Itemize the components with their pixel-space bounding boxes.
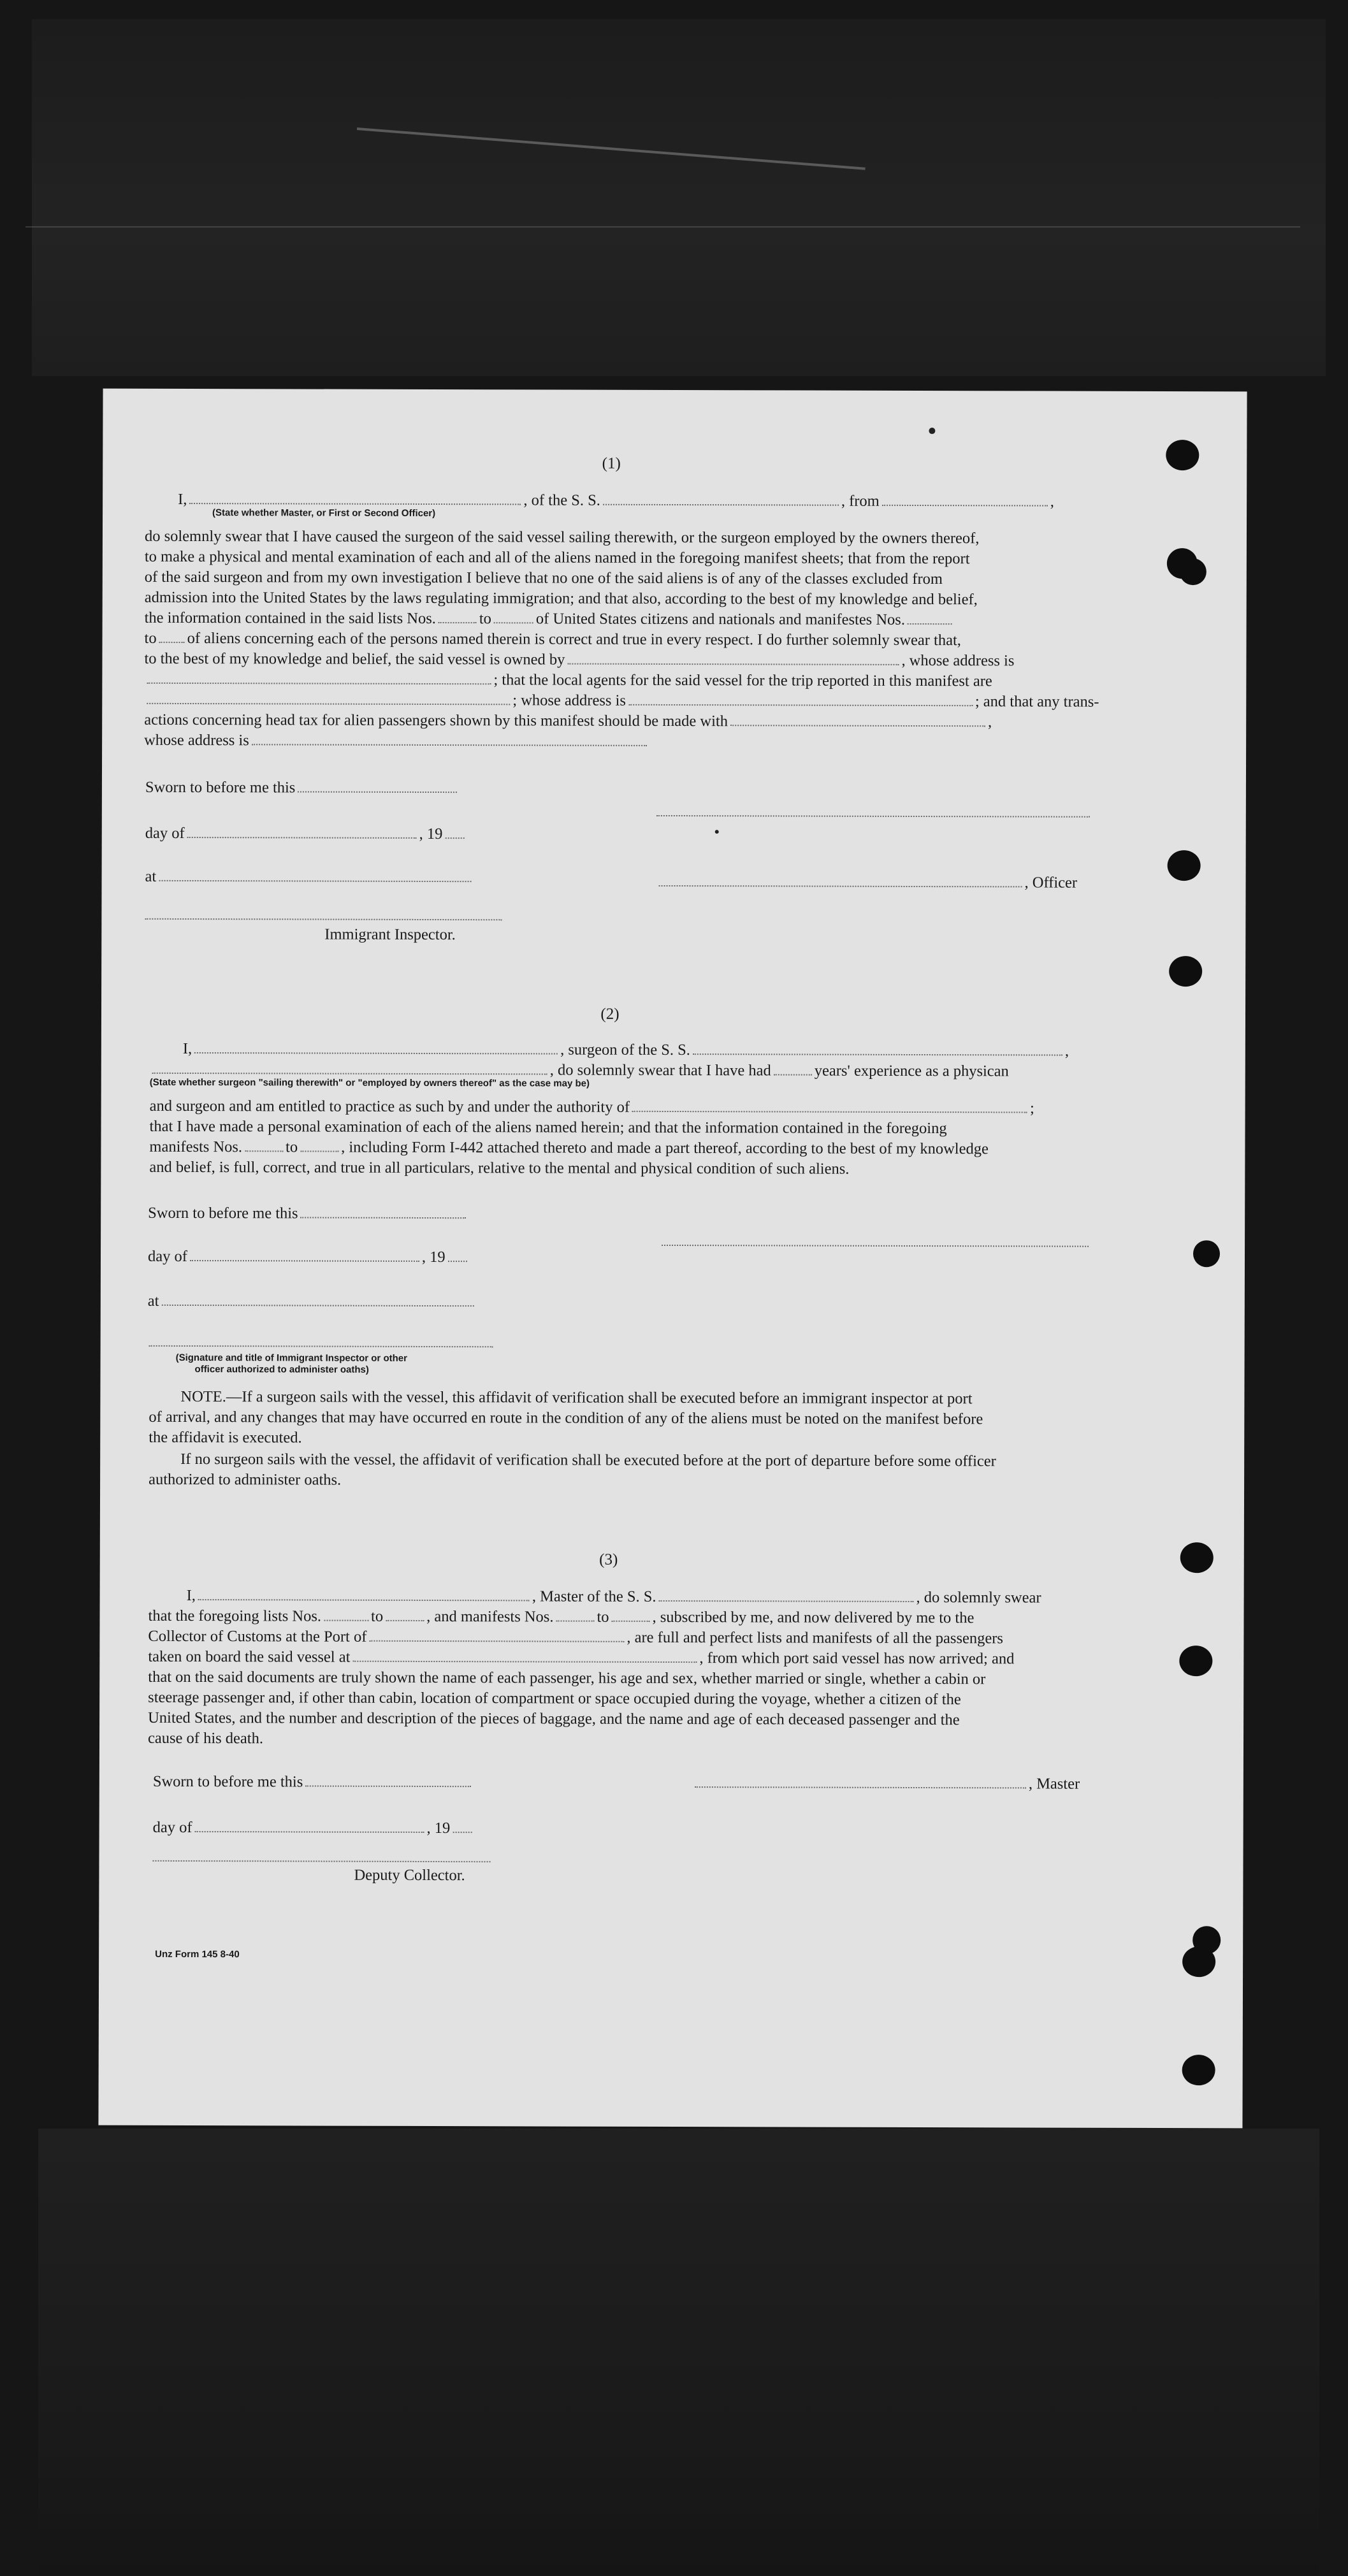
scan-scratch [25, 226, 1300, 228]
punch-hole [1193, 1240, 1220, 1267]
head-tax-blank[interactable] [730, 724, 985, 727]
document-page [98, 389, 1247, 2129]
note-line: the affidavit is executed. [149, 1428, 302, 1447]
sworn-date-blank-2[interactable] [301, 1216, 467, 1219]
agents-address-blank[interactable] [628, 704, 973, 706]
section-1-body-line: do solemnly swear that I have caused the surgeon of the said vessel sailing therewith, or the surgeon employed by the owners thereof, [144, 527, 980, 547]
sworn-label-3: Sworn to before me this [153, 1772, 474, 1793]
lists-to-blank[interactable] [494, 621, 533, 623]
punch-hole [1168, 850, 1201, 881]
officer-caption: (State whether Master, or First or Second Officer) [212, 507, 436, 519]
section-1-body-line: admission into the United States by the laws regulating immigration; and that also, according to the best of my knowledge and belief, [144, 588, 978, 609]
inspector-signature-line[interactable] [145, 918, 502, 920]
section-3-line-4: taken on board the said vessel at , from which port said vessel has now arrived; and [148, 1647, 1015, 1668]
port-from-blank[interactable] [882, 504, 1048, 507]
section-1-body-line: to of aliens concerning each of the persons named therein is correct and true in every respect. I do further solemnly swear that, [144, 629, 961, 649]
manifests-nos-to-blank[interactable] [300, 1150, 338, 1152]
deputy-collector-label: Deputy Collector. [354, 1866, 465, 1885]
signature-caption-1: (Signature and title of Immigrant Inspector or other [175, 1352, 407, 1364]
section-1-body-line: ; whose address is ; and that any trans- [144, 690, 1099, 713]
section-3-line-1: I, , Master of the S. S. , do solemnly swear [186, 1587, 1041, 1607]
years-blank[interactable] [774, 1073, 812, 1075]
scan-background-top [32, 19, 1326, 376]
punch-hole [1182, 2055, 1215, 2085]
year-blank-1[interactable] [445, 837, 464, 839]
lists-nos-from-blank[interactable] [324, 1619, 368, 1621]
section-2-line-5: manifests Nos. to , including Form I-442 attached thereto and made a part thereof, according to the best of my knowledge [149, 1138, 989, 1158]
sworn-date-blank-3[interactable] [305, 1784, 471, 1787]
surgeon-type-blank[interactable] [152, 1072, 547, 1075]
form-number: Unz Form 145 8-40 [155, 1948, 240, 1960]
lists-nos-to-blank[interactable] [386, 1619, 424, 1621]
section-1-body-line: the information contained in the said lists Nos. to of United States citizens and nationals and manifestes Nos. [145, 608, 955, 630]
owner-blank[interactable] [567, 663, 899, 665]
officer-signature-blank[interactable] [659, 885, 1022, 887]
sworn-label-2: Sworn to before me this [148, 1203, 469, 1224]
at-blank-1[interactable] [159, 879, 471, 882]
manifests-from-blank[interactable] [908, 623, 952, 625]
section-2-line-3: and surgeon and am entitled to practice as such by and under the authority of ; [149, 1097, 1034, 1117]
scan-background-bottom [38, 2129, 1319, 2575]
section-3-line-3: Collector of Customs at the Port of , are full and perfect lists and manifests of all the passengers [148, 1627, 1003, 1647]
section-1-body-line: actions concerning head tax for alien passengers shown by this manifest should be made with , [144, 711, 992, 731]
day-of-blank-3[interactable] [195, 1830, 424, 1833]
master-vessel-blank[interactable] [659, 1600, 914, 1602]
at-line-2: at [148, 1291, 477, 1312]
day-of-line-3: day of , 19 [153, 1818, 475, 1839]
at-line-1: at [145, 867, 474, 888]
manifests-nos-to-blank-3[interactable] [612, 1620, 650, 1622]
agents-blank[interactable] [147, 702, 510, 705]
note-line: If no surgeon sails with the vessel, the affidavit of verification shall be executed before at the port of departure before some officer [180, 1450, 996, 1470]
section-3-line-8: cause of his death. [147, 1729, 264, 1747]
manifests-nos-from-blank[interactable] [245, 1150, 283, 1152]
signature-caption-2: officer authorized to administer oaths) [194, 1364, 369, 1375]
year-blank-2[interactable] [448, 1260, 467, 1262]
section-2-line-2: , do solemnly swear that I have had years' experience as a physican [150, 1059, 1009, 1082]
section-1-body-line: ; that the local agents for the said vessel for the trip reported in this manifest are [144, 669, 992, 691]
note-line: of arrival, and any changes that may have occurred en route in the condition of any of the aliens must be noted on the manifest before [149, 1408, 983, 1428]
day-of-blank-2[interactable] [190, 1259, 419, 1262]
note-line: NOTE.—If a surgeon sails with the vessel, this affidavit of verification shall be executed before an immigrant inspector at port [180, 1387, 973, 1408]
surgeon-vessel-blank[interactable] [693, 1053, 1062, 1056]
section-3-line-5: that on the said documents are truly shown the name of each passenger, his age and sex, whether married or single, whether a cabin or [148, 1668, 986, 1688]
collector-signature-line[interactable] [153, 1860, 491, 1862]
master-signature-blank[interactable] [695, 1786, 1026, 1788]
lists-from-blank[interactable] [438, 621, 477, 623]
section-2-number: (2) [600, 1005, 620, 1023]
section-1-body-line: whose address is [144, 730, 649, 752]
section-3-line-2: that the foregoing lists Nos. to , and manifests Nos. to , subscribed by me, and now delivered by me to the [148, 1607, 975, 1627]
section-1-line-1: I, , of the S. S. , from , [178, 490, 1054, 510]
head-tax-address-blank[interactable] [252, 743, 647, 746]
day-of-line-1: day of , 19 [145, 823, 467, 844]
manifests-to-blank[interactable] [159, 641, 185, 643]
surgeon-caption: (State whether surgeon "sailing therewith" or "employed by owners thereof" as the case may be) [149, 1076, 590, 1089]
punch-hole [1166, 440, 1199, 470]
officer-blank[interactable] [189, 502, 521, 505]
punch-hole [1179, 1646, 1212, 1676]
officer-line: , Officer [656, 872, 1078, 894]
punch-hole [1180, 1542, 1214, 1573]
signature-line-1[interactable] [656, 814, 1090, 818]
section-3-line-7: United States, and the number and description of the pieces of baggage, and the name and age of each deceased passenger and the [148, 1709, 960, 1729]
manifests-nos-from-blank-3[interactable] [556, 1620, 594, 1622]
section-1-body-line: to make a physical and mental examination of each and all of the aliens named in the foregoing manifest sheets; that from the report [144, 547, 970, 568]
port-of-departure-blank[interactable] [352, 1660, 697, 1663]
punch-hole [1182, 1946, 1215, 1977]
punch-hole [1169, 956, 1202, 987]
day-of-blank-1[interactable] [187, 836, 417, 839]
section-1-body-line: to the best of my knowledge and belief, the said vessel is owned by , whose address is [144, 649, 1015, 670]
section-3-number: (3) [599, 1551, 618, 1568]
day-of-line-2: day of , 19 [148, 1247, 470, 1268]
section-2-line-4: that I have made a personal examination of each of the aliens named herein; and that the information contained in the foregoing [149, 1117, 947, 1138]
section-1-number: (1) [602, 454, 621, 472]
ink-dot [929, 428, 935, 434]
authority-blank[interactable] [632, 1110, 1027, 1113]
punch-hole [1180, 558, 1207, 585]
owner-address-blank[interactable] [147, 682, 491, 684]
section-2-line-6: and belief, is full, correct, and true in all particulars, relative to the mental and physical condition of such aliens. [149, 1158, 850, 1178]
section-2-line-1: I, , surgeon of the S. S. , [182, 1039, 1069, 1060]
at-blank-2[interactable] [161, 1304, 474, 1306]
sworn-label-1: Sworn to before me this [145, 778, 460, 799]
section-3-line-6: steerage passenger and, if other than cabin, location of compartment or space occupied during the voyage, whether a citizen of the [148, 1688, 961, 1709]
ink-dot [715, 830, 719, 834]
inspector-signature-line-2[interactable] [149, 1345, 493, 1347]
master-name-blank[interactable] [198, 1598, 530, 1601]
vessel-name-blank[interactable] [603, 503, 839, 506]
sworn-date-blank-1[interactable] [298, 790, 457, 793]
master-signature-line: , Master [692, 1773, 1080, 1795]
surgeon-signature-line[interactable] [662, 1244, 1089, 1247]
year-blank-3[interactable] [453, 1831, 472, 1833]
port-of-blank[interactable] [369, 1640, 624, 1642]
note-line: authorized to administer oaths. [149, 1470, 342, 1489]
section-1-body-line: of the said surgeon and from my own investigation I believe that no one of the said aliens is of any of the classes excluded from [144, 568, 943, 588]
immigrant-inspector-label: Immigrant Inspector. [324, 925, 456, 944]
surgeon-name-blank[interactable] [194, 1052, 558, 1054]
